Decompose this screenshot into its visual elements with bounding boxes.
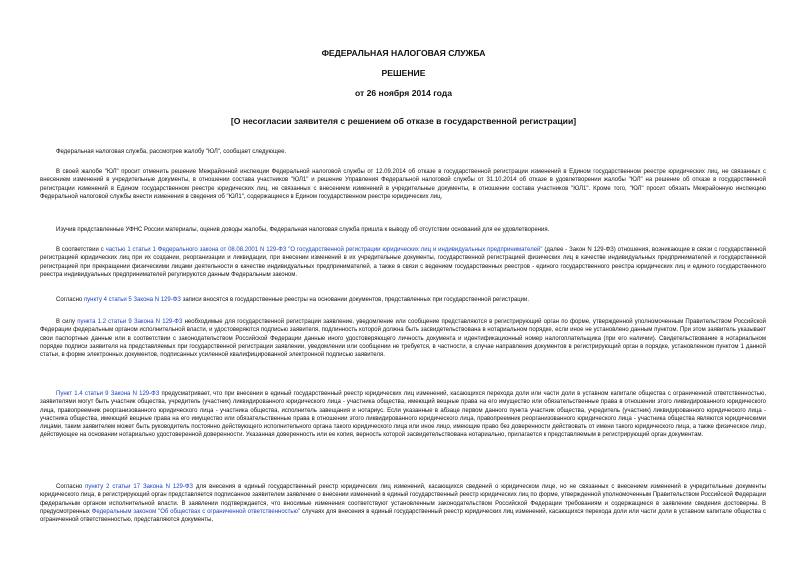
- paragraph-complaint: В своей жалобе "ЮЛ" просит отменить решение Межрайонной инспекции Федеральной налоговой службы от 12.09.2014 об отказе в государственной регистрации изменений в Едином государственном реестре юридических лиц, не связанных с внесением изменений в учредительные документы, в отношении состава участников "ЮЛ1" и решение Управления Федеральной налоговой службы от 31.10.2014 об отказе в удовлетворении жалобы "ЮЛ" на решение об отказе в государственной регистрации изменений в Едином государственном реестре юридических лиц, не связанных с внесением изменений в учредительные документы, в отношении состава участников "ЮЛ1". Кроме того, "ЮЛ" просит обязать Межрайонную инспекцию Федеральной налоговой службы внести изменения в сведения об "ЮЛ1", содержащиеся в Едином государственном реестре юридических лиц.: [40, 169, 766, 200]
- paragraph-text: Согласно: [56, 484, 86, 490]
- document-date: от 26 ноября 2014 года: [354, 88, 453, 98]
- paragraph-text: для внесения в единый государственный реестр юридических лиц изменений, касающихся сведений о юридическом лице, но не связанных с внесением изменений в учредительные документы юридического лица, в регистрирующий орган представляется подписанное заявителем заявление о внесении изменений в единый государственный реестр юридических лиц по форме, утвержденной уполномоченным Правительством Российской Федерации федеральным органом исполнительной власти. В заявлении подтверждается, что вносимые изменения соответствуют установленным законодательством Российской Федерации требованиям и содержащиеся в заявлении сведения достоверны. В предусмотренных: [40, 484, 766, 515]
- law-link[interactable]: пункту 4 статьи 5 Закона N 129-ФЗ: [83, 297, 181, 303]
- paragraph-law-scope: [40, 246, 766, 279]
- paragraph-text: В соответствии с: [56, 247, 106, 253]
- law-link[interactable]: пункту 2 статьи 17 Закона N 129-ФЗ: [85, 484, 194, 490]
- paragraph-records: [40, 296, 766, 304]
- paragraph-text: (далее - Закон N 129-ФЗ) отношения, возникающие в связи с государственной регистрацией юридических лиц при их создании, реорганизации и ликвидации, при внесении изменений в их учредительные документы, государственной регистрацией физических лиц в качестве индивидуальных предпринимателей и государственной регистрацией при прекращении физическими лицами деятельности в качестве индивидуальных предпринимателей, а также в связи с ведением государственных реестров - единого государственного реестра юридических лиц и единого государственного реестра индивидуальных предпринимателей регулируются данным Федеральным законом.: [40, 247, 766, 278]
- issuing-authority: ФЕДЕРАЛЬНАЯ НАЛОГОВАЯ СЛУЖБА: [321, 48, 486, 58]
- document-subject: [О несогласии заявителя с решением об отказе в государственной регистрации]: [230, 116, 577, 126]
- paragraph-text: случаях для внесения в единый государственный реестр юридических лиц изменений, касающихся перехода доли или части доли в уставном капитале общества с ограниченной ответственностью, представляются документы,: [40, 508, 766, 524]
- law-link[interactable]: частью 1 статьи 1 Федерального закона от 08.08.2001 N 129-ФЗ "О государственной регистрации юридических лиц и индивидуальных предпринимателей": [105, 247, 543, 253]
- paragraph-text: предусматривает, что при внесении в единый государственный реестр юридических лиц изменений, касающихся перехода доли или части доли в уставном капитале общества с ограниченной ответственностью, заявителями могут быть участник общества, учредитель (участник) ликвидированного юридического лица - участника общества, имеющий вещные права на его имущество или обязательственные права в отношении этого ликвидированного юридического лица, правопреемник реорганизованного юридического лица - участника общества, исполнитель завещания и нотариус. Если указанные в абзаце первом данного пункта участник общества, учредитель (участник) ликвидированного юридического лица - участника общества, имеющий вещные права на его имущество или обязательственные права в отношении этого ликвидированного юридического лица, правопреемник реорганизованного юридического лица - участника общества являются юридическими лицами, таким заявителем может быть руководитель постоянно действующего исполнительного органа такого юридического лица или иное лицо, имеющие право без доверенности действовать от имени такого юридического лица, а также физическое лицо, действующее на основании нотариально удостоверенной доверенности. Указанная доверенность или ее копия, верность которой засвидетельствована нотариально, прилагается к представляемым в регистрирующий орган документам.: [40, 391, 767, 439]
- paragraph-application-form: [40, 318, 766, 359]
- paragraph-registry-changes: [40, 483, 766, 524]
- paragraph-text: Согласно: [56, 297, 84, 303]
- law-link[interactable]: пункта 1.2 статьи 9 Закона N 129-ФЗ: [77, 319, 183, 325]
- paragraph-text: необходимые для государственной регистрации заявление, уведомление или сообщение представляются в регистрирующий орган по форме, утвержденной уполномоченным Правительством Российской Федерации федеральным органом исполнительной власти, и удостоверяются подписью заявителя, подлинность которой должна быть засвидетельствована в нотариальном порядке, если иное не установлено данным пунктом. При этом заявитель указывает свои паспортные данные или в соответствии с законодательством Российской Федерации данные иного удостоверяющего личность документа и идентификационный номер налогоплательщика (при его наличии). Свидетельствование в нотариальном порядке подписи заявителя на представляемых при государственной регистрации заявлении, уведомлении или сообщении не требуется, в частности, в случае направления документов в регистрирующий орган в порядке, установленном пунктом 1 данной статьи, в форме электронных документов, подписанных усиленной квалифицированной электронной подписью заявителя.: [40, 319, 767, 359]
- law-link[interactable]: Пункт 1.4 статьи 9 Закона N 129-ФЗ: [56, 391, 160, 397]
- paragraph-intro: Федеральная налоговая служба, рассмотрев жалобу "ЮЛ", сообщает следующее.: [56, 149, 287, 155]
- paragraph-text: записи вносятся в государственные реестры на основании документов, представленных при государственной регистрации.: [180, 297, 530, 303]
- document-type: РЕШЕНИЕ: [381, 68, 426, 78]
- paragraph-conclusion: Изучив представленные УФНС России материалы, оценив доводы жалобы, Федеральная налоговая служба пришла к выводу об отсутствии оснований для ее удовлетворения.: [56, 227, 550, 233]
- law-link[interactable]: Федеральным законом "Об обществах с ограниченной ответственностью": [91, 508, 301, 515]
- paragraph-applicants: [40, 390, 766, 440]
- paragraph-text: В силу: [56, 319, 78, 325]
